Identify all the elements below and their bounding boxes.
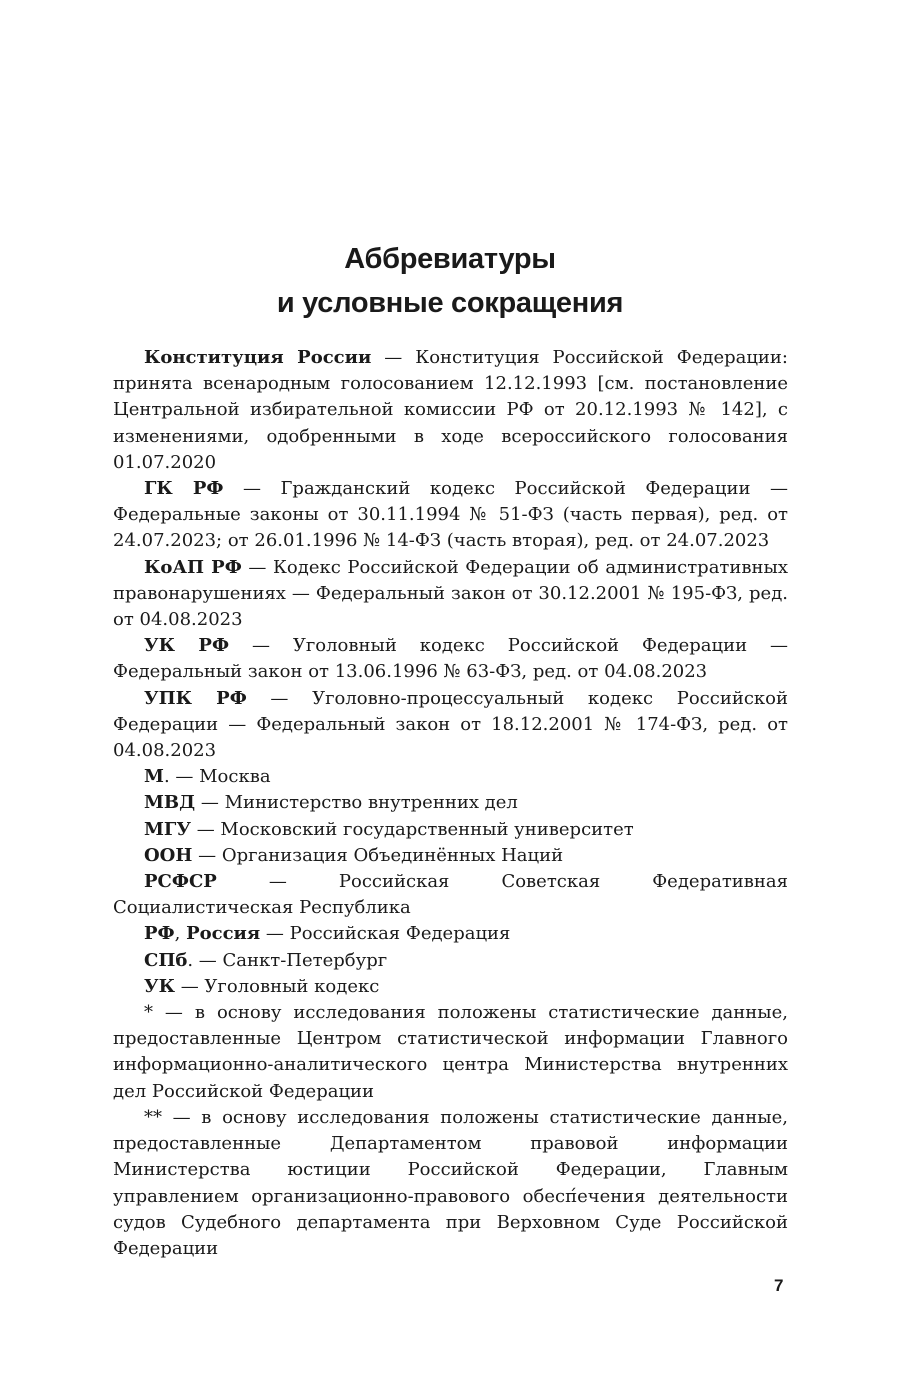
- abbreviation-entry: [113, 974, 788, 1000]
- abbreviation-entry: [113, 843, 788, 869]
- page-title-line-2: и условные сокращения: [276, 287, 624, 320]
- abbreviation-term: КоАП РФ: [144, 556, 242, 578]
- abbreviation-entry: [113, 921, 788, 947]
- abbreviation-definition: — Уголовный кодекс: [174, 975, 380, 997]
- abbreviation-definition: — Организация Объединённых Наций: [192, 844, 564, 866]
- abbreviation-entry: [113, 633, 788, 685]
- abbreviation-definition: — Российская Советская Федеративная Социалистическая Республика: [113, 871, 788, 919]
- abbreviation-entry: [113, 790, 788, 816]
- abbreviation-entry: [113, 345, 788, 476]
- page-title: [0, 237, 900, 325]
- abbreviation-definition: — Московский государственный университет: [190, 818, 634, 840]
- abbreviation-entry: [113, 764, 788, 790]
- abbreviation-definition: — Кодекс Российской Федерации об административных правонарушениях — Федеральный закон от 30.12.2001 № 195-ФЗ, ред. от 04.08.2023: [113, 556, 788, 631]
- abbreviation-definition: — Уголовный кодекс Российской Федерации — Федеральный закон от 13.06.1996 № 63-ФЗ, ред. от 04.08.2023: [113, 635, 788, 683]
- abbreviation-definition: — Конституция Российской Федерации: принята всенародным голосованием 12.12.1993 [см. постановление Центральной избирательной комиссии РФ от 20.12.1993 № 142], с изменениями, одобренными в ходе всероссийского голосования 01.07.2020: [113, 347, 788, 473]
- abbreviation-term: УПК РФ: [144, 687, 247, 709]
- abbreviation-definition: . — Москва: [163, 766, 271, 788]
- abbreviation-term: РСФСР: [144, 871, 217, 893]
- footnote-entry: [113, 1000, 788, 1105]
- abbreviation-term: МВД: [144, 792, 196, 814]
- abbreviation-definition: . — Санкт-Петербург: [187, 949, 388, 971]
- abbreviation-definition: — Гражданский кодекс Российской Федерации — Федеральные законы от 30.11.1994 № 51-ФЗ (часть первая), ред. от 24.07.2023; от 26.01.1996 № 14-ФЗ (часть вторая), ред. от 24.07.2023: [113, 478, 788, 552]
- abbreviation-term: РФ: [144, 923, 175, 945]
- abbreviation-term: УК: [144, 975, 175, 997]
- abbreviation-term: ООН: [144, 844, 193, 866]
- abbreviation-list: [113, 345, 788, 1262]
- page-title-line-1: Аббревиатуры: [344, 243, 556, 276]
- footnote-text: * — в основу исследования положены статистические данные, предоставленные Центром статистической информации Главного информационно-аналитического центра Министерства внутренних дел Российской Федерации: [113, 1002, 788, 1102]
- abbreviation-entry: [113, 948, 788, 974]
- abbreviation-entry: [113, 869, 788, 921]
- abbreviation-entry: [113, 817, 788, 843]
- abbreviation-definition: — Российская Федерация: [260, 923, 511, 945]
- footnote-entry: [113, 1105, 788, 1262]
- page-number: 7: [774, 1276, 784, 1295]
- footnote-text: ** — в основу исследования положены статистические данные, предоставленные Департаментом правовой информации Министерства юстиции Российской Федерации, Главным управлением организационно-правового обесп́ечения деятельности судов Судебного департамента при Верховном Суде Российской Федерации: [113, 1106, 788, 1259]
- abbreviation-entry: [113, 476, 788, 555]
- abbreviation-separator: ,: [174, 923, 187, 945]
- abbreviation-definition: — Министерство внутренних дел: [195, 792, 518, 814]
- abbreviation-term: СПб: [144, 949, 188, 971]
- abbreviation-term: ГК РФ: [144, 478, 224, 500]
- abbreviation-term: МГУ: [144, 818, 191, 840]
- abbreviation-entry: [113, 686, 788, 765]
- abbreviation-definition: — Уголовно-процессуальный кодекс Российской Федерации — Федеральный закон от 18.12.2001 № 174-ФЗ, ред. от 04.08.2023: [113, 687, 788, 762]
- abbreviation-term: Конституция России: [144, 347, 372, 368]
- abbreviation-term: УК РФ: [144, 635, 230, 657]
- abbreviation-term: М: [144, 766, 164, 788]
- abbreviation-entry: [113, 555, 788, 634]
- abbreviation-term-alt: Россия: [186, 923, 261, 945]
